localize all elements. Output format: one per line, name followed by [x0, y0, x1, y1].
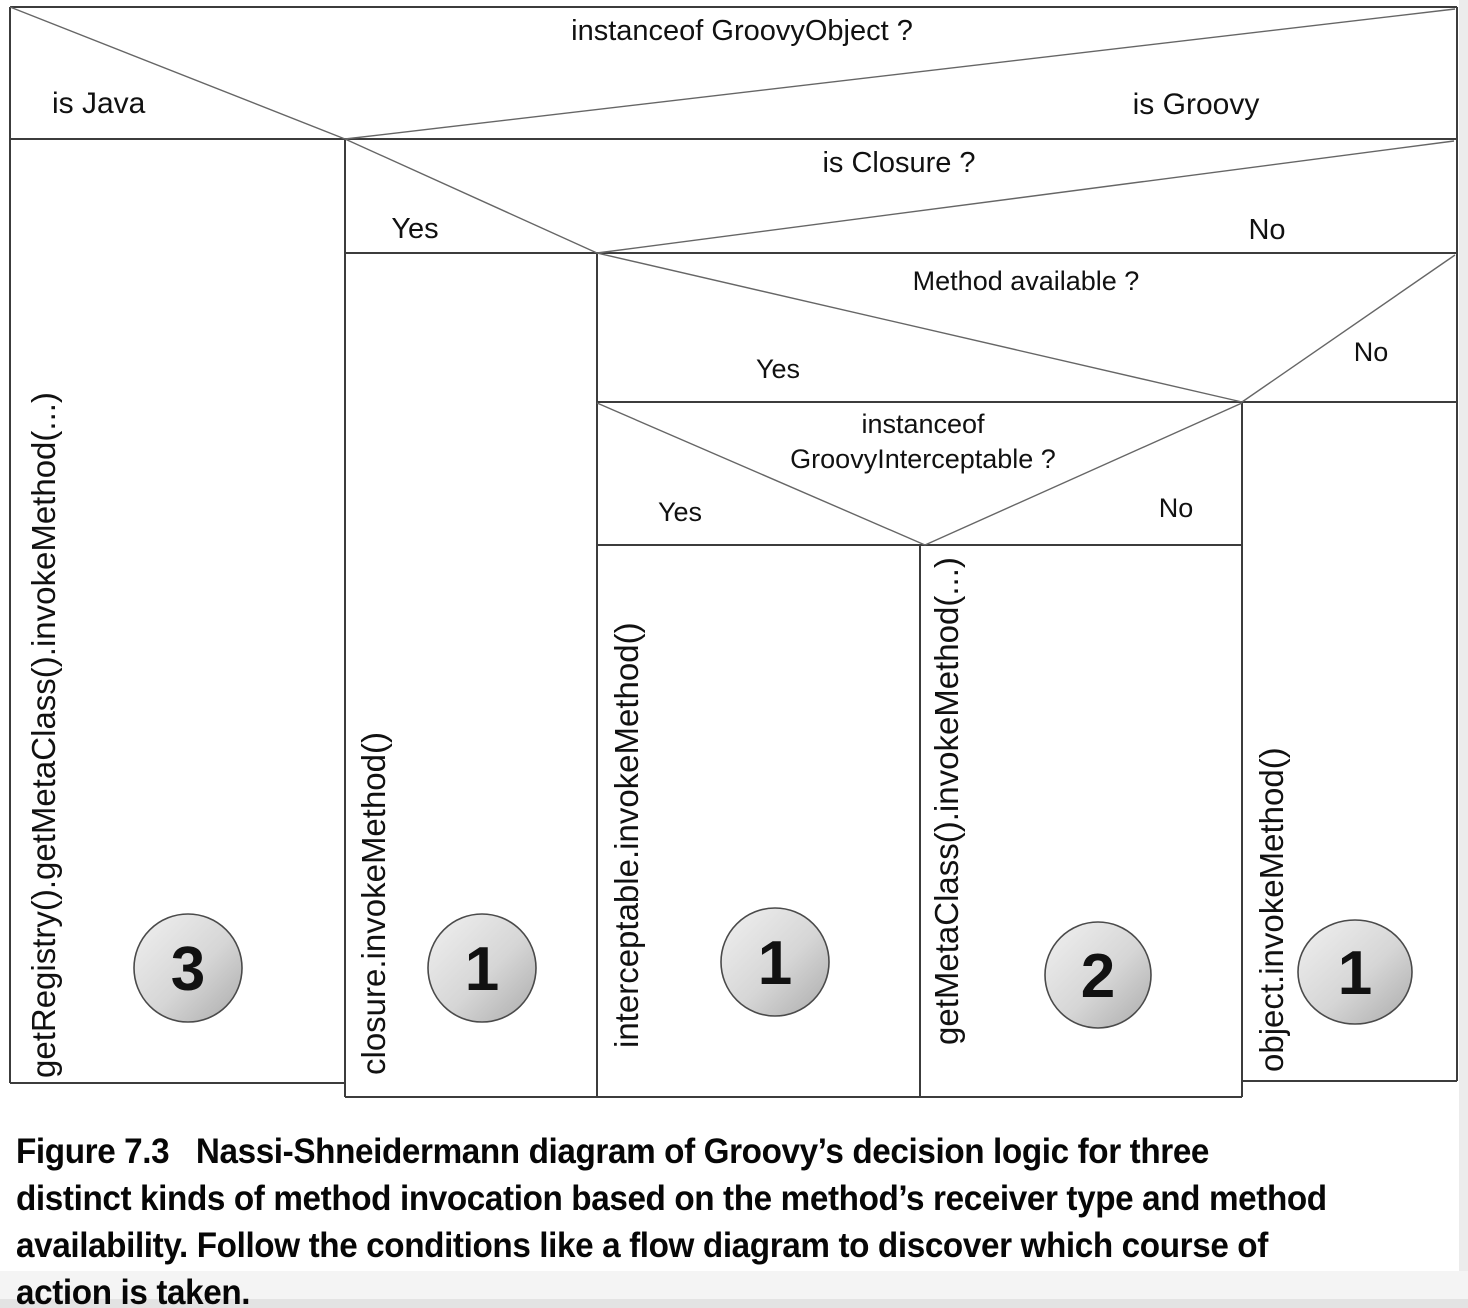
figure-caption	[16, 1128, 1395, 1308]
caption-line-2: distinct kinds of method invocation based on the method’s receiver type and method	[16, 1179, 1327, 1218]
column-label-interceptable-invokemethod: interceptable.invokeMethod()	[608, 622, 645, 1048]
badge-number-3: 3	[170, 935, 206, 1004]
condition-is-closure: is Closure ?	[822, 147, 976, 179]
branch-method-no: No	[1353, 337, 1389, 367]
caption-line-1: Figure 7.3 Nassi-Shneidermann diagram of Groovy’s decision logic for three	[16, 1132, 1210, 1171]
column-label-getregistry-invokemethod: getRegistry().getMetaClass().invokeMethod(...)	[25, 392, 62, 1078]
branch-method-yes: Yes	[755, 354, 801, 384]
badge-number-1a: 1	[464, 935, 500, 1004]
caption-line-4: action is taken.	[16, 1273, 251, 1308]
condition-method-available: Method available ?	[912, 266, 1140, 296]
column-label-closure-invokemethod: closure.invokeMethod()	[355, 732, 392, 1075]
caption-line-3: availability. Follow the conditions like a flow diagram to discover which course of	[16, 1226, 1268, 1265]
condition-instanceof-groovyobject: instanceof GroovyObject ?	[571, 15, 913, 47]
branch-is-java: is Java	[52, 87, 146, 120]
column-label-getmetaclass-invokemethod: getMetaClass().invokeMethod(...)	[928, 557, 965, 1045]
branch-interceptable-no: No	[1158, 493, 1194, 523]
branch-closure-yes: Yes	[391, 213, 439, 245]
branch-is-groovy: is Groovy	[1132, 88, 1260, 121]
column-label-object-invokemethod: object.invokeMethod()	[1253, 747, 1290, 1072]
condition-instanceof-interceptable-line1: instanceof	[861, 409, 985, 439]
condition-instanceof-interceptable-line2: GroovyInterceptable ?	[790, 444, 1056, 474]
badge-number-1b: 1	[757, 929, 793, 998]
branch-closure-no: No	[1248, 214, 1286, 246]
branch-interceptable-yes: Yes	[657, 497, 703, 527]
badge-number-1c: 1	[1337, 939, 1373, 1008]
cueball-badges	[134, 908, 1412, 1028]
badge-number-2: 2	[1080, 942, 1116, 1011]
